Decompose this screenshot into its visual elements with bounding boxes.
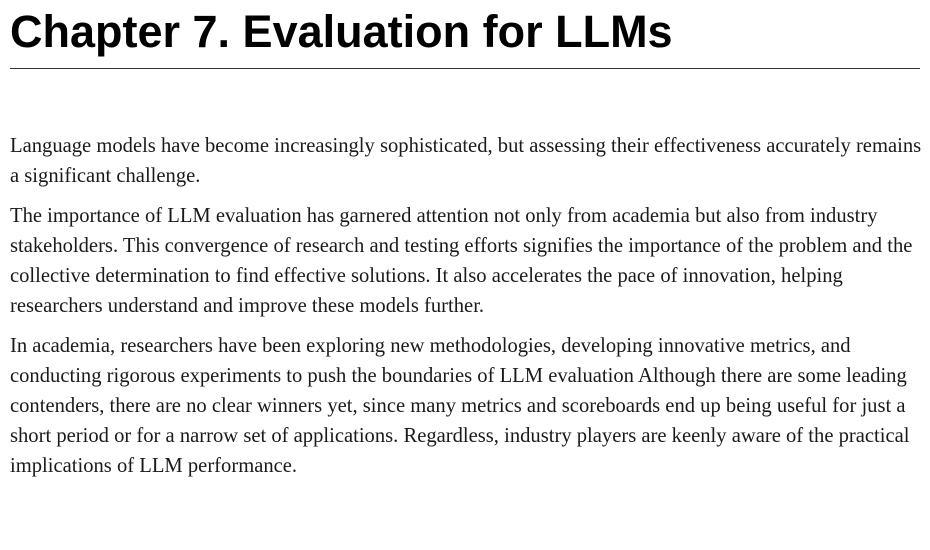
chapter-body [10, 131, 922, 491]
paragraph-intro: Language models have become increasingly sophisticated, but assessing their effectiveness accurately remains a significant challenge. [10, 135, 922, 187]
paragraph-importance: The importance of LLM evaluation has garnered attention not only from academia but also from industry stakeholders. This convergence of research and testing efforts signifies the importance of the problem and the collective determination to find effective solutions. It also accelerates the pace of innovation, helping researchers understand and improve these models further. [10, 205, 913, 317]
title-divider [10, 68, 920, 69]
chapter-title: Chapter 7. Evaluation for LLMs [10, 6, 673, 57]
paragraph-academia: In academia, researchers have been exploring new methodologies, developing innovative metrics, and conducting rigorous experiments to push the boundaries of LLM evaluation Although there are some leading contenders, there are no clear winners yet, since many metrics and scoreboards end up being useful for just a short period or for a narrow set of applications. Regardless, industry players are keenly aware of the practical implications of LLM performance. [10, 335, 910, 477]
